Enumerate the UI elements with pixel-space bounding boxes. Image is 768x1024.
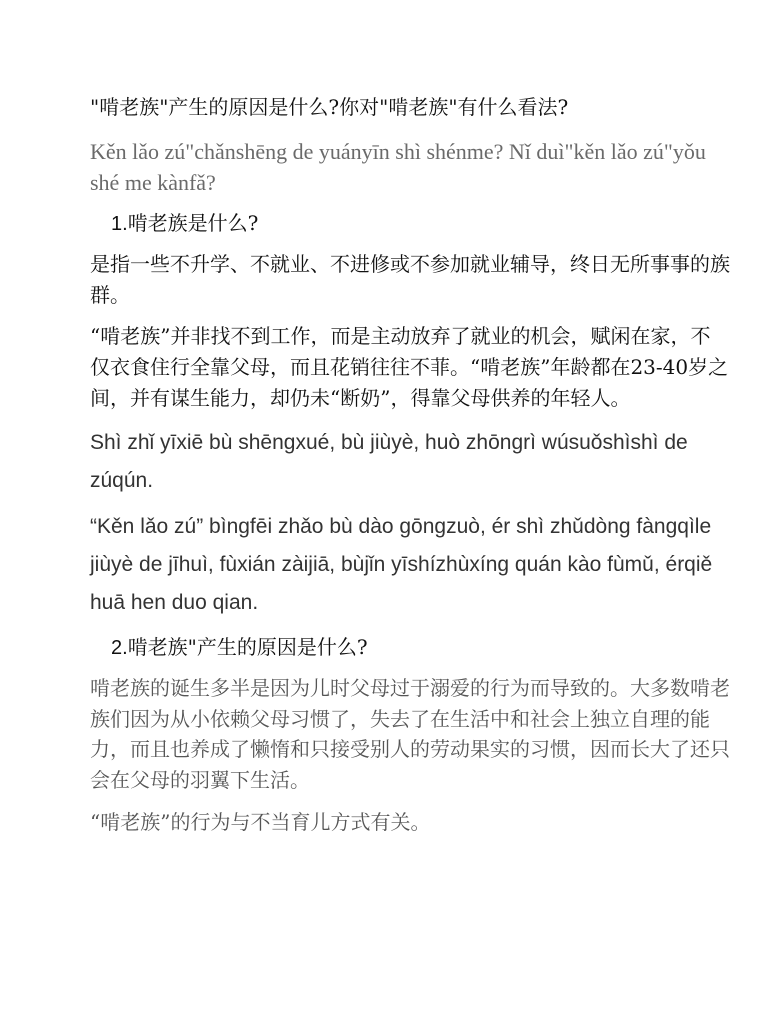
section-1-heading-text: 啃老族是什么?: [127, 211, 259, 235]
section-1-heading: [90, 206, 730, 241]
section-1-pinyin-1: Shì zhǐ yīxiē bù shēngxué, bù jiùyè, huò zhōngrì wúsuǒshìshì de zúqún.: [90, 431, 688, 492]
question-title-pinyin: Kěn lǎo zú"chǎnshēng de yuányīn shì shénme? Nǐ duì"kěn lǎo zú"yǒu shé me kànfǎ?: [90, 139, 706, 195]
section-1-pinyin-2: “Kěn lǎo zú” bìngfēi zhǎo bù dào gōngzuò, ér shì zhǔdòng fàngqìle jiùyè de jīhuì, fùxián zàijiā, bùjǐn yīshízhùxíng quán kào fùmǔ, érqiě huā hen duo qian.: [90, 515, 713, 614]
section-1-number: 1.: [111, 213, 128, 235]
document-page: [90, 92, 730, 850]
question-title: "啃老族"产生的原因是什么?你对"啃老族"有什么看法?: [90, 95, 569, 119]
section-2-paragraph-1: 啃老族的诞生多半是因为儿时父母过于溺爱的行为而导致的。大多数啃老族们因为从小依赖父母习惯了，失去了在生活中和社会上独立自理的能力，而且也养成了懒惰和只接受别人的劳动果实的习惯，因而长大了还只会在父母的羽翼下生活。: [90, 676, 730, 792]
section-1-paragraph-2: “啃老族”并非找不到工作，而是主动放弃了就业的机会，赋闲在家，不仅衣食住行全靠父母，而且花销往往不菲。“啃老族”年龄都在23-40岁之间，并有谋生能力，却仍未“断奶”，得靠父母供养的年轻人。: [90, 324, 729, 410]
section-2-heading: [90, 630, 730, 665]
section-2-paragraph-2: “啃老族”的行为与不当育儿方式有关。: [90, 810, 431, 834]
section-1-paragraph-1: 是指一些不升学、不就业、不进修或不参加就业辅导，终日无所事事的族群。: [90, 252, 730, 307]
section-2-heading-text: 啃老族"产生的原因是什么?: [127, 635, 368, 659]
section-2-number: 2.: [111, 637, 128, 659]
